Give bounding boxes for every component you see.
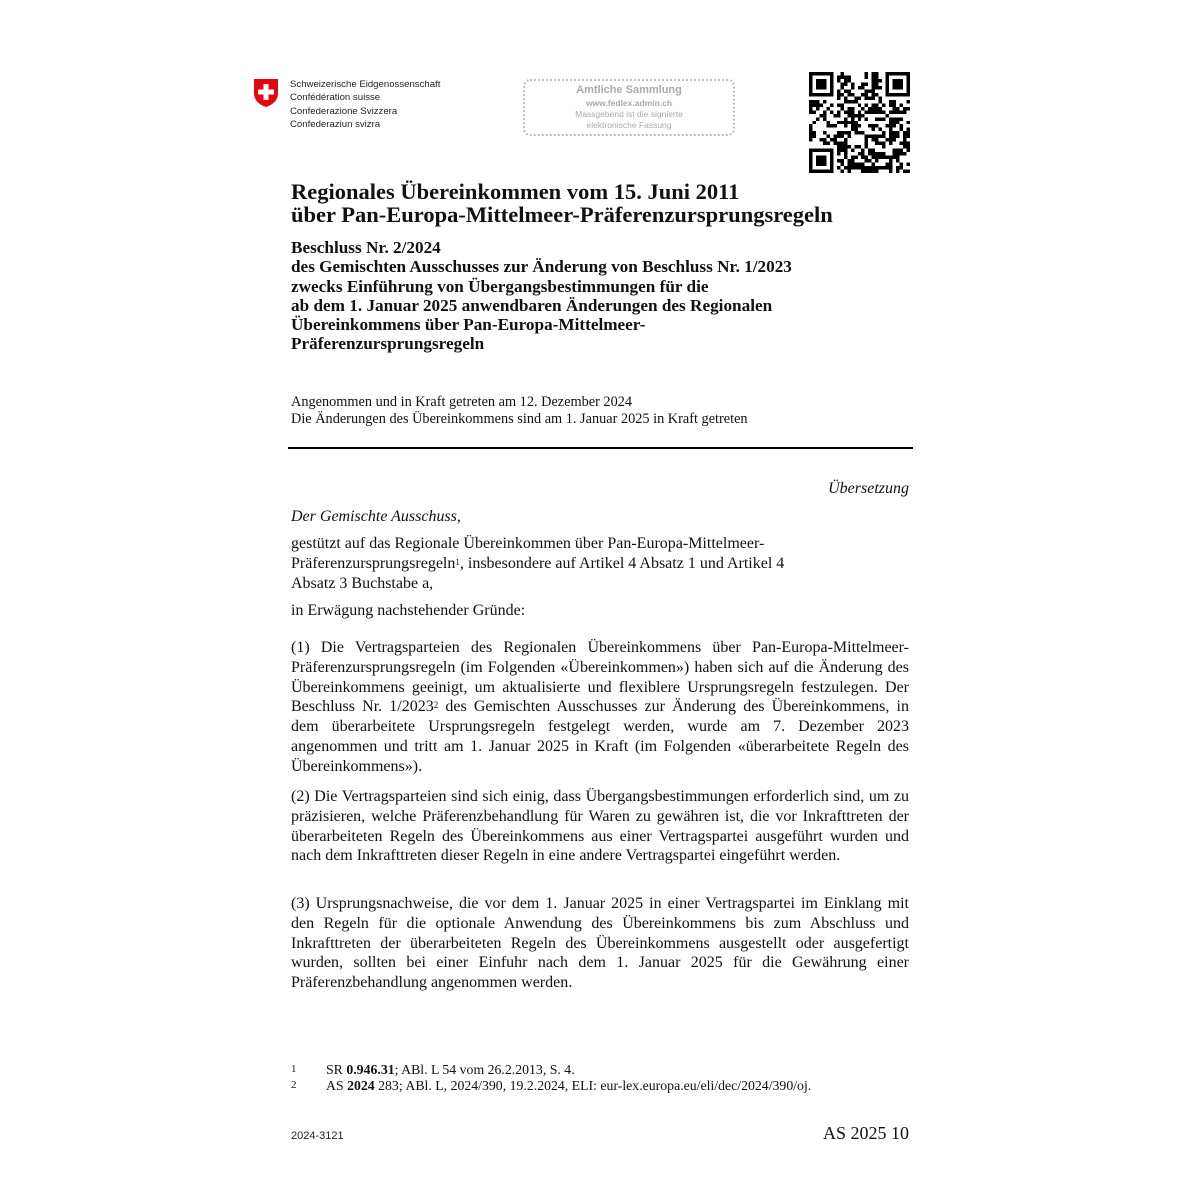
decision-line-5: Übereinkommens über Pan-Europa-Mittelmeer- <box>291 315 646 335</box>
federation-name-rm: Confederaziun svizra <box>290 118 381 130</box>
recital-intro-text-cont: , insbesondere auf Artikel 4 Absatz 1 und Artikel 4 <box>459 554 785 572</box>
translation-label: Übersetzung <box>828 480 909 497</box>
swiss-cross-icon <box>253 78 279 108</box>
document-number: 2024-3121 <box>291 1130 344 1142</box>
stamp-note-2: elektronische Fassung <box>586 120 672 130</box>
footnote-1-number: 1 <box>291 1063 297 1075</box>
recital-1-text-cont: des Gemischten Ausschusses zur Änderung des Übereinkommens, in dem überarbeitete Ursprungsregeln festgelegt werden, wurde am 7. Dezember 2023 angenommen und tritt am 1. Januar 2025 in Kraft (im Folgenden «überarbeitete Regeln des Übereinkommens»). <box>291 698 909 775</box>
footnote-2-as-year: 2024 <box>347 1078 375 1093</box>
recital-intro-text: Präferenzursprungsregeln <box>291 554 456 572</box>
document-title <box>291 180 911 226</box>
committee-heading: Der Gemischte Ausschuss, <box>291 508 461 525</box>
decision-line-3: zwecks Einführung von Übergangsbestimmungen für die <box>291 276 709 296</box>
footnote-1-sr-number: 0.946.31 <box>346 1062 395 1077</box>
footnote-2 <box>291 1078 811 1093</box>
recital-1-text: (1) Die Vertragsparteien des Regionalen Übereinkommens über Pan-Europa-Mittelmeer-Präferenzursprungsregeln (im Folgenden «Übereinkommen») haben sich auf die Änderung des Übereinkommens geeinigt, um aktualisierte und flexiblere Ursprungsregeln festzulegen. Der Beschluss Nr. 1/2023 <box>291 639 909 716</box>
footnote-ref-2[interactable]: 2 <box>433 700 439 711</box>
recital-intro-line-2 <box>291 554 909 574</box>
footnote-2-text: 283; ABl. L, 2024/390, 19.2.2024, ELI: eur-lex.europa.eu/eli/dec/2024/390/oj. <box>374 1078 812 1093</box>
consideration-intro: in Erwägung nachstehender Gründe: <box>291 602 526 619</box>
as-reference: AS 2025 10 <box>822 1123 909 1143</box>
title-divider <box>288 447 913 449</box>
footnote-1-text: ; ABl. L 54 vom 26.2.2013, S. 4. <box>394 1062 575 1077</box>
footnote-2-number: 2 <box>291 1079 297 1091</box>
federation-name-de: Schweizerische Eidgenossenschaft <box>290 79 441 90</box>
decision-line-1: Beschluss Nr. 2/2024 <box>291 238 441 257</box>
footnote-ref-1[interactable]: 1 <box>455 556 460 567</box>
recital-2: (2) Die Vertragsparteien sind sich einig, dass Übergangsbestimmungen erforderlich sind, um zu präzisieren, welche Präferenzbehandlung für Waren zu gewähren ist, die vor Inkrafttreten der überarbeiteten Regeln des Übereinkommens aus einer Vertragspartei ausgeführt wurden und nach dem Inkrafttreten dieser Regeln in eine andere Vertragspartei eingeführt werden. <box>291 788 909 865</box>
decision-line-6: Präferenzursprungsregeln <box>291 334 485 354</box>
footnote-1 <box>291 1062 575 1077</box>
footnote-2-prefix: AS <box>326 1078 348 1093</box>
recital-1 <box>291 638 909 777</box>
decision-line-4: ab dem 1. Januar 2025 anwendbaren Änderungen des Regionalen <box>291 295 773 315</box>
recital-intro <box>291 534 909 593</box>
recital-3: (3) Ursprungsnachweise, die vor dem 1. Januar 2025 in einer Vertragspartei im Einklang mit den Regeln für die optionale Anwendung des Übereinkommens bis zum Abschluss und Inkrafttreten der überarbeiteten Regeln des Übereinkommens ausgestellt oder ausgefertigt wurden, sollten bei einer Einfuhr nach dem 1. Januar 2025 für die Gewährung einer Präferenzbehandlung angenommen werden. <box>291 895 909 992</box>
federation-name-it: Confederazione Svizzera <box>290 105 398 117</box>
amendment-effective-date: Die Änderungen des Übereinkommens sind am 1. Januar 2025 in Kraft getreten <box>291 411 748 427</box>
decision-title <box>291 238 911 354</box>
footnote-1-prefix: SR <box>326 1062 347 1077</box>
recital-intro-line-3: Absatz 3 Buchstabe a, <box>291 574 434 592</box>
stamp-note-1: Massgebend ist die signierte <box>575 109 683 119</box>
recital-intro-line-1: gestützt auf das Regionale Übereinkommen über Pan-Europa-Mittelmeer- <box>291 535 765 552</box>
federation-name-fr: Confédération suisse <box>290 92 381 104</box>
stamp-url: www.fedlex.admin.ch <box>585 98 673 108</box>
title-line-2: über Pan-Europa-Mittelmeer-Präferenzursprungsregeln <box>291 202 833 227</box>
stamp-title: Amtliche Sammlung <box>576 84 682 96</box>
decision-line-2: des Gemischten Ausschusses zur Änderung von Beschluss Nr. 1/2023 <box>291 257 792 277</box>
federation-names <box>290 78 440 131</box>
qr-code-icon <box>809 72 910 173</box>
adoption-date: Angenommen und in Kraft getreten am 12. Dezember 2024 <box>291 394 633 410</box>
official-collection-stamp <box>523 79 735 136</box>
adoption-info <box>291 394 911 428</box>
title-line-1: Regionales Übereinkommen vom 15. Juni 2011 <box>291 179 740 204</box>
